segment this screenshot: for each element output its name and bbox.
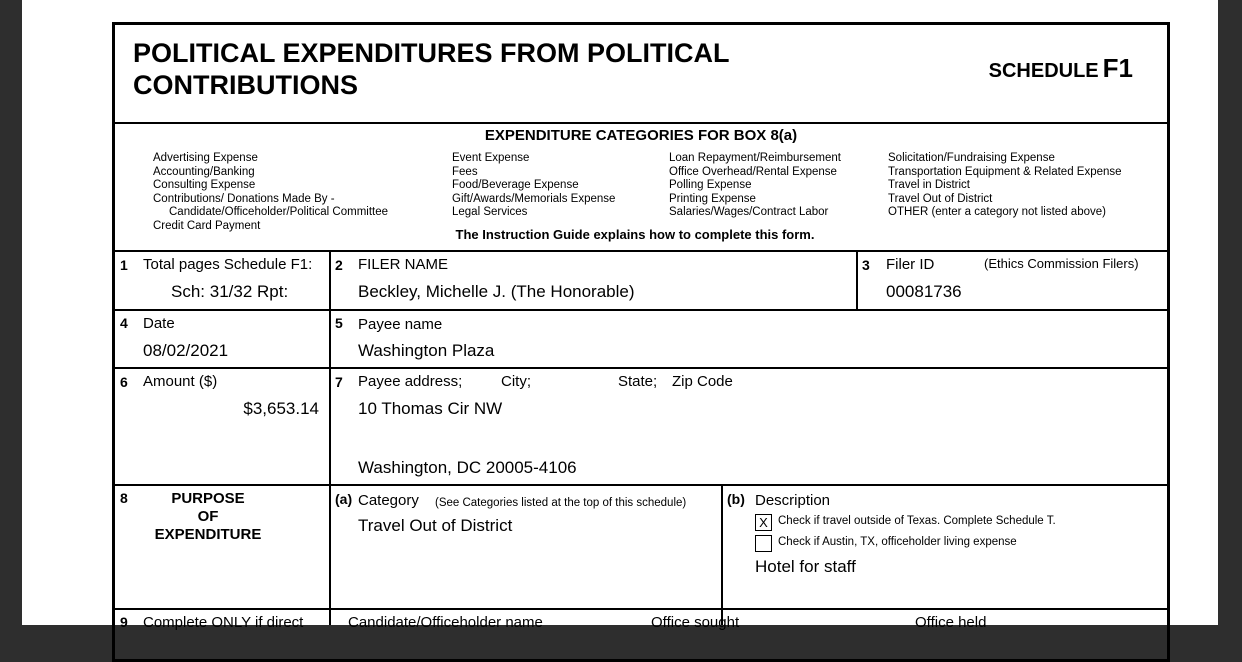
field-number: 7 [335,374,343,390]
candidate-name-label: Candidate/Officeholder name [348,614,543,631]
field-number: 1 [120,257,128,273]
travel-outside-texas-checkbox[interactable]: X [755,514,772,531]
description-value: Hotel for staff [755,557,856,576]
austin-living-expense-label: Check if Austin, TX, officeholder living expense [778,536,1017,548]
category-item: Printing Expense [669,192,756,205]
category-column-2 [452,152,615,220]
payee-name-value: Washington Plaza [358,341,495,360]
category-item: Office Overhead/Rental Expense [669,165,837,178]
category-item: Legal Services [452,206,528,218]
payee-address-line2: Washington, DC 20005-4106 [358,458,577,477]
categories-heading: EXPENDITURE CATEGORIES FOR BOX 8(a) [484,127,798,144]
state-label: State; [618,373,658,390]
filer-name-label: FILER NAME [358,256,449,273]
office-sought-label: Office sought [651,614,740,631]
category-item: Candidate/Officeholder/Political Committee [169,206,389,218]
category-item: Food/Beverage Expense [452,179,579,191]
date-label: Date [143,315,175,332]
category-item: Gift/Awards/Memorials Expense [452,192,616,205]
field-number: 2 [335,257,343,273]
schedule-word: SCHEDULE [988,60,1099,82]
field-number: 8 [120,490,128,506]
category-item: Travel Out of District [888,192,993,205]
payee-address-line1: 10 Thomas Cir NW [358,399,503,418]
category-item: Loan Repayment/Reimbursement [669,152,841,164]
field-number: 9 [120,614,128,630]
category-value: Travel Out of District [358,516,513,535]
date-value: 08/02/2021 [143,341,229,360]
field-number: 5 [335,315,343,331]
description-label: Description [755,492,831,509]
category-item: Polling Expense [669,179,752,191]
category-note: (See Categories listed at the top of this schedule) [435,497,687,509]
purpose-label-2: OF [197,508,219,525]
category-item: Event Expense [452,152,530,164]
category-item: Salaries/Wages/Contract Labor [669,206,829,218]
total-pages-value: Sch: 31/32 Rpt: [171,282,289,301]
category-column-4 [888,152,1122,220]
total-pages-label: Total pages Schedule F1: [143,256,313,273]
category-item: Consulting Expense [153,179,256,191]
category-marker: (a) [335,491,353,507]
divider [115,484,1167,486]
category-label: Category [358,492,419,509]
amount-value: $3,653.14 [243,399,319,418]
category-column-3 [669,152,841,220]
category-item: OTHER (enter a category not listed above) [888,206,1106,218]
form-title: POLITICAL EXPENDITURES FROM POLITICAL CONTRIBUTIONS [133,38,730,100]
amount-label: Amount ($) [143,373,218,390]
office-held-label: Office held [915,614,987,631]
instruction-guide-note: The Instruction Guide explains how to complete this form. [455,227,815,242]
divider [115,367,1167,369]
category-item: Solicitation/Fundraising Expense [888,152,1055,164]
category-item: Travel in District [888,179,970,191]
zip-label: Zip Code [672,373,733,390]
payee-address-label: Payee address; [358,373,463,390]
purpose-label-1: PURPOSE [171,490,245,507]
category-item: Advertising Expense [153,152,258,164]
category-item: Credit Card Payment [153,219,261,232]
schedule-label [989,53,1133,84]
divider [115,250,1167,252]
schedule-code: F1 [1102,53,1133,83]
divider [721,485,723,625]
purpose-label-3: EXPENDITURE [154,526,262,543]
field-number: 6 [120,374,128,390]
direct-expenditure-label: Complete ONLY if direct [143,614,304,631]
category-item: Fees [452,165,478,178]
filer-id-value: 00081736 [886,282,962,301]
description-marker: (b) [727,491,745,507]
field-number: 3 [862,257,870,273]
divider [115,122,1167,124]
travel-outside-texas-label: Check if travel outside of Texas. Complete Schedule T. [778,515,1056,527]
category-item: Contributions/ Donations Made By - [153,192,335,205]
city-label: City; [501,373,531,390]
schedule-f1-form [112,22,1170,662]
filer-id-note: (Ethics Commission Filers) [984,256,1139,271]
divider [115,309,1167,311]
divider [856,251,858,309]
filer-name-value: Beckley, Michelle J. (The Honorable) [358,282,635,301]
payee-name-label: Payee name [358,316,443,333]
field-number: 4 [120,315,128,331]
filer-id-label: Filer ID [886,256,935,273]
category-item: Accounting/Banking [153,165,255,178]
category-column-1 [153,152,388,233]
austin-living-expense-checkbox[interactable] [755,535,772,552]
divider [115,608,1167,610]
divider [329,251,331,625]
document-page [22,0,1218,631]
category-item: Transportation Equipment & Related Expense [888,165,1122,178]
